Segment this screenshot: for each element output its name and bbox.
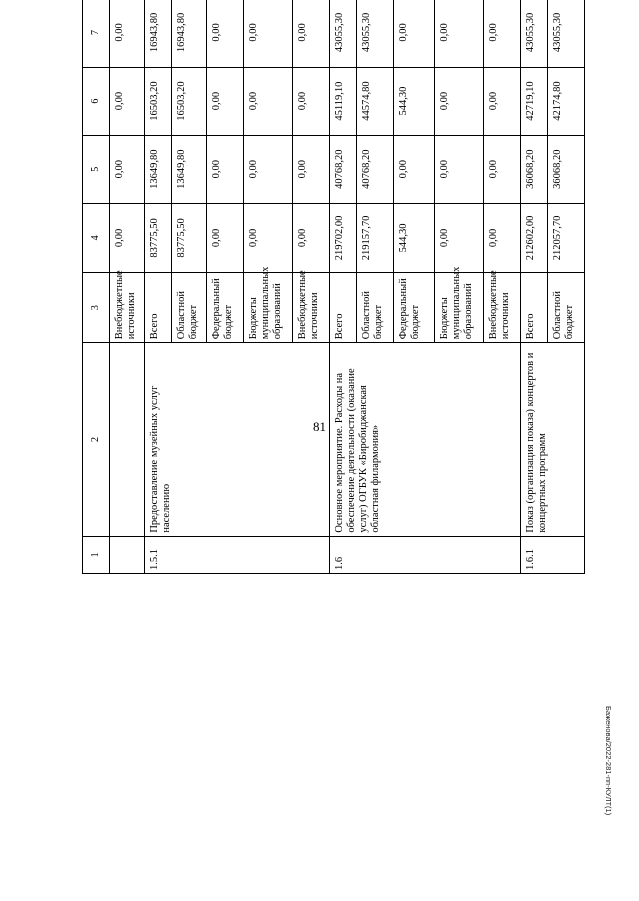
name-cell: Основное мероприятие. Расходы на обеспечение деятельности (оказание услуг) ОГБУК «Биробиджанская областная филармония» xyxy=(330,343,521,536)
value-cell: 0,00 xyxy=(207,67,244,135)
footer-document-code-text: Баженова/2022-281-пп-КУЛТ(1) xyxy=(604,706,613,816)
value-cell: 13649,80 xyxy=(172,135,207,203)
name-cell: Показ (организация показа) концертов и концертных программ xyxy=(521,343,585,536)
source-cell: Всего xyxy=(145,272,172,342)
value-cell: 0,00 xyxy=(394,135,435,203)
name-cell: Предоставление музейных услуг населению xyxy=(145,343,330,536)
value-cell: 40768,20 xyxy=(357,135,394,203)
value-cell: 83775,50 xyxy=(172,203,207,272)
value-cell: 16503,20 xyxy=(145,67,172,135)
source-cell: Федеральный бюджет xyxy=(394,272,435,342)
value-cell: 0,00 xyxy=(293,67,330,135)
value-cell: 0,00 xyxy=(110,0,145,67)
header-cell: 6 xyxy=(83,67,110,135)
value-cell: 43055,30 xyxy=(357,0,394,67)
table-row xyxy=(521,0,548,574)
value-cell: 0,00 xyxy=(207,203,244,272)
source-cell: Внебюджетные источники xyxy=(484,272,521,342)
value-cell: 0,00 xyxy=(484,0,521,67)
value-cell: 544,30 xyxy=(394,67,435,135)
source-cell: Областной бюджет xyxy=(172,272,207,342)
value-cell: 0,00 xyxy=(435,203,484,272)
value-cell: 212602,00 xyxy=(521,203,548,272)
source-cell: Бюджеты муниципальных образований xyxy=(435,272,484,342)
value-cell: 0,00 xyxy=(110,203,145,272)
value-cell: 0,00 xyxy=(484,135,521,203)
value-cell: 0,00 xyxy=(293,203,330,272)
value-cell: 0,00 xyxy=(484,67,521,135)
value-cell: 0,00 xyxy=(110,67,145,135)
value-cell: 40768,20 xyxy=(330,135,357,203)
value-cell: 0,00 xyxy=(207,135,244,203)
source-cell: Всего xyxy=(330,272,357,342)
value-cell: 36068,20 xyxy=(521,135,548,203)
value-cell: 0,00 xyxy=(435,0,484,67)
value-cell: 43055,30 xyxy=(330,0,357,67)
value-cell: 544,30 xyxy=(394,203,435,272)
value-cell: 43055,30 xyxy=(548,0,585,67)
header-cell: 2 xyxy=(83,343,110,536)
code-cell: 1.6.1 xyxy=(521,536,585,573)
code-cell xyxy=(110,536,145,573)
value-cell: 43055,30 xyxy=(521,0,548,67)
value-cell: 13649,80 xyxy=(145,135,172,203)
value-cell: 212057,70 xyxy=(548,203,585,272)
value-cell: 0,00 xyxy=(293,0,330,67)
value-cell: 219702,00 xyxy=(330,203,357,272)
name-cell xyxy=(110,343,145,536)
value-cell: 42174,80 xyxy=(548,67,585,135)
value-cell: 83775,50 xyxy=(145,203,172,272)
source-cell: Федеральный бюджет xyxy=(207,272,244,342)
header-cell: 1 xyxy=(83,536,110,573)
value-cell: 16503,20 xyxy=(172,67,207,135)
value-cell: 219157,70 xyxy=(357,203,394,272)
rotated-table-container xyxy=(82,0,576,574)
header-cell: 3 xyxy=(83,272,110,342)
table-row xyxy=(330,0,357,574)
value-cell: 16943,80 xyxy=(172,0,207,67)
value-cell: 42719,10 xyxy=(521,67,548,135)
table-row xyxy=(110,0,145,574)
value-cell: 16943,80 xyxy=(145,0,172,67)
page-number: 81 xyxy=(313,419,326,434)
source-cell: Внебюджетные источники xyxy=(293,272,330,342)
value-cell: 0,00 xyxy=(207,0,244,67)
header-cell: 4 xyxy=(83,203,110,272)
table-row xyxy=(145,0,172,574)
header-cell: 5 xyxy=(83,135,110,203)
footer-document-code xyxy=(599,706,615,886)
header-cell: 7 xyxy=(83,0,110,67)
value-cell: 36068,20 xyxy=(548,135,585,203)
value-cell: 0,00 xyxy=(293,135,330,203)
value-cell: 0,00 xyxy=(244,0,293,67)
table-header-row xyxy=(83,0,110,574)
rotated-table-area xyxy=(82,12,576,852)
code-cell: 1.5.1 xyxy=(145,536,330,573)
source-cell: Всего xyxy=(521,272,548,342)
code-cell: 1.6 xyxy=(330,536,521,573)
budget-table xyxy=(82,0,585,574)
source-cell: Внебюджетные источники xyxy=(110,272,145,342)
source-cell: Бюджеты муниципальных образований xyxy=(244,272,293,342)
value-cell: 0,00 xyxy=(244,135,293,203)
value-cell: 0,00 xyxy=(110,135,145,203)
value-cell: 0,00 xyxy=(394,0,435,67)
value-cell: 45119,10 xyxy=(330,67,357,135)
value-cell: 0,00 xyxy=(435,135,484,203)
source-cell: Областной бюджет xyxy=(357,272,394,342)
value-cell: 0,00 xyxy=(244,67,293,135)
value-cell: 0,00 xyxy=(244,203,293,272)
source-cell: Областной бюджет xyxy=(548,272,585,342)
value-cell: 44574,80 xyxy=(357,67,394,135)
value-cell: 0,00 xyxy=(484,203,521,272)
value-cell: 0,00 xyxy=(435,67,484,135)
